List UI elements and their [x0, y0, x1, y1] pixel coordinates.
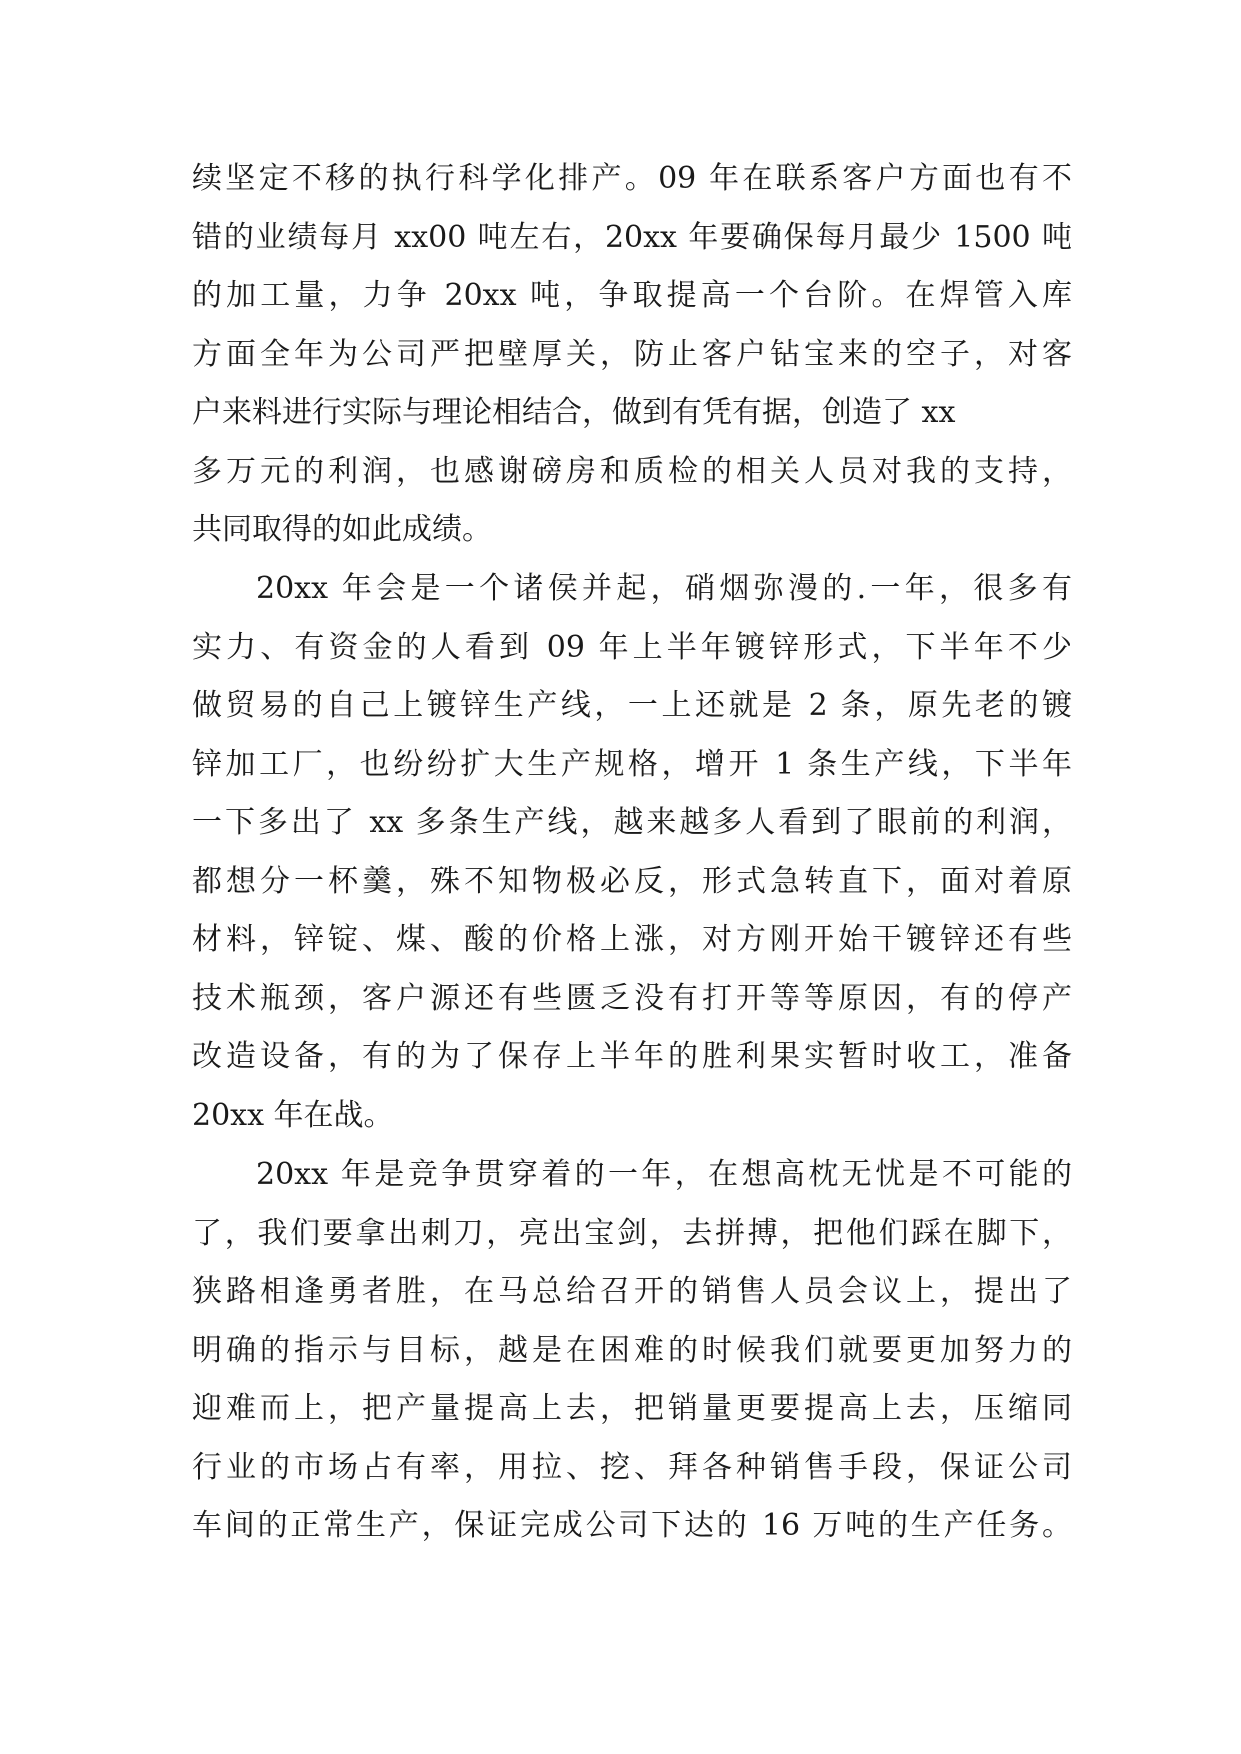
- text-line: 多万元的利润，也感谢磅房和质检的相关人员对我的支持，: [192, 453, 1072, 489]
- text-line: 实力、有资金的人看到 09 年上半年镀锌形式，下半年不少: [192, 629, 1072, 665]
- paragraph-3: [192, 1146, 1072, 1556]
- text-line: 了，我们要拿出刺刀，亮出宝剑，去拼搏，把他们踩在脚下，: [192, 1215, 1072, 1251]
- text-line: 共同取得的如此成绩。: [192, 512, 492, 547]
- paragraph-1: [192, 150, 1072, 560]
- text-line: 做贸易的自己上镀锌生产线，一上还就是 2 条，原先老的镀: [192, 688, 1072, 723]
- text-line: 的加工量，力争 20xx 吨，争取提高一个台阶。在焊管入库: [192, 278, 1072, 313]
- text-line: 迎难而上，把产量提高上去，把销量更要提高上去，压缩同: [192, 1391, 1072, 1426]
- text-line: 20xx 年会是一个诸侯并起，硝烟弥漫的.一年，很多有: [256, 571, 1072, 606]
- text-line: 技术瓶颈，客户源还有些匮乏没有打开等等原因，有的停产: [192, 980, 1072, 1016]
- text-line: 明确的指示与目标，越是在困难的时候我们就要更加努力的: [192, 1332, 1072, 1368]
- text-line: 锌加工厂，也纷纷扩大生产规格，增开 1 条生产线，下半年: [192, 746, 1072, 782]
- paragraph-2: [192, 560, 1072, 1145]
- text-line: 车间的正常生产，保证完成公司下达的 16 万吨的生产任务。: [192, 1508, 1072, 1543]
- text-line: 户来料进行实际与理论相结合，做到有凭有据，创造了 xx: [192, 395, 956, 430]
- text-line: 一下多出了 xx 多条生产线，越来越多人看到了眼前的利润，: [192, 805, 1072, 840]
- text-line: 错的业绩每月 xx00 吨左右，20xx 年要确保每月最少 1500 吨: [192, 219, 1072, 255]
- text-line: 行业的市场占有率，用拉、挖、拜各种销售手段，保证公司: [192, 1449, 1072, 1485]
- text-line: 20xx 年在战。: [192, 1097, 394, 1133]
- text-line: 改造设备，有的为了保存上半年的胜利果实暂时收工，准备: [192, 1039, 1072, 1074]
- text-line: 20xx 年是竞争贯穿着的一年，在想高枕无忧是不可能的: [256, 1157, 1072, 1192]
- text-line: 材料，锌锭、煤、酸的价格上涨，对方刚开始干镀锌还有些: [192, 922, 1072, 957]
- text-line: 都想分一杯羹，殊不知物极必反，形式急转直下，面对着原: [192, 863, 1072, 899]
- text-line: 狭路相逢勇者胜，在马总给召开的销售人员会议上，提出了: [192, 1274, 1072, 1309]
- text-line: 续坚定不移的执行科学化排产。09 年在联系客户方面也有不: [192, 161, 1072, 196]
- text-line: 方面全年为公司严把壁厚关，防止客户钻宝来的空子，对客: [192, 336, 1072, 372]
